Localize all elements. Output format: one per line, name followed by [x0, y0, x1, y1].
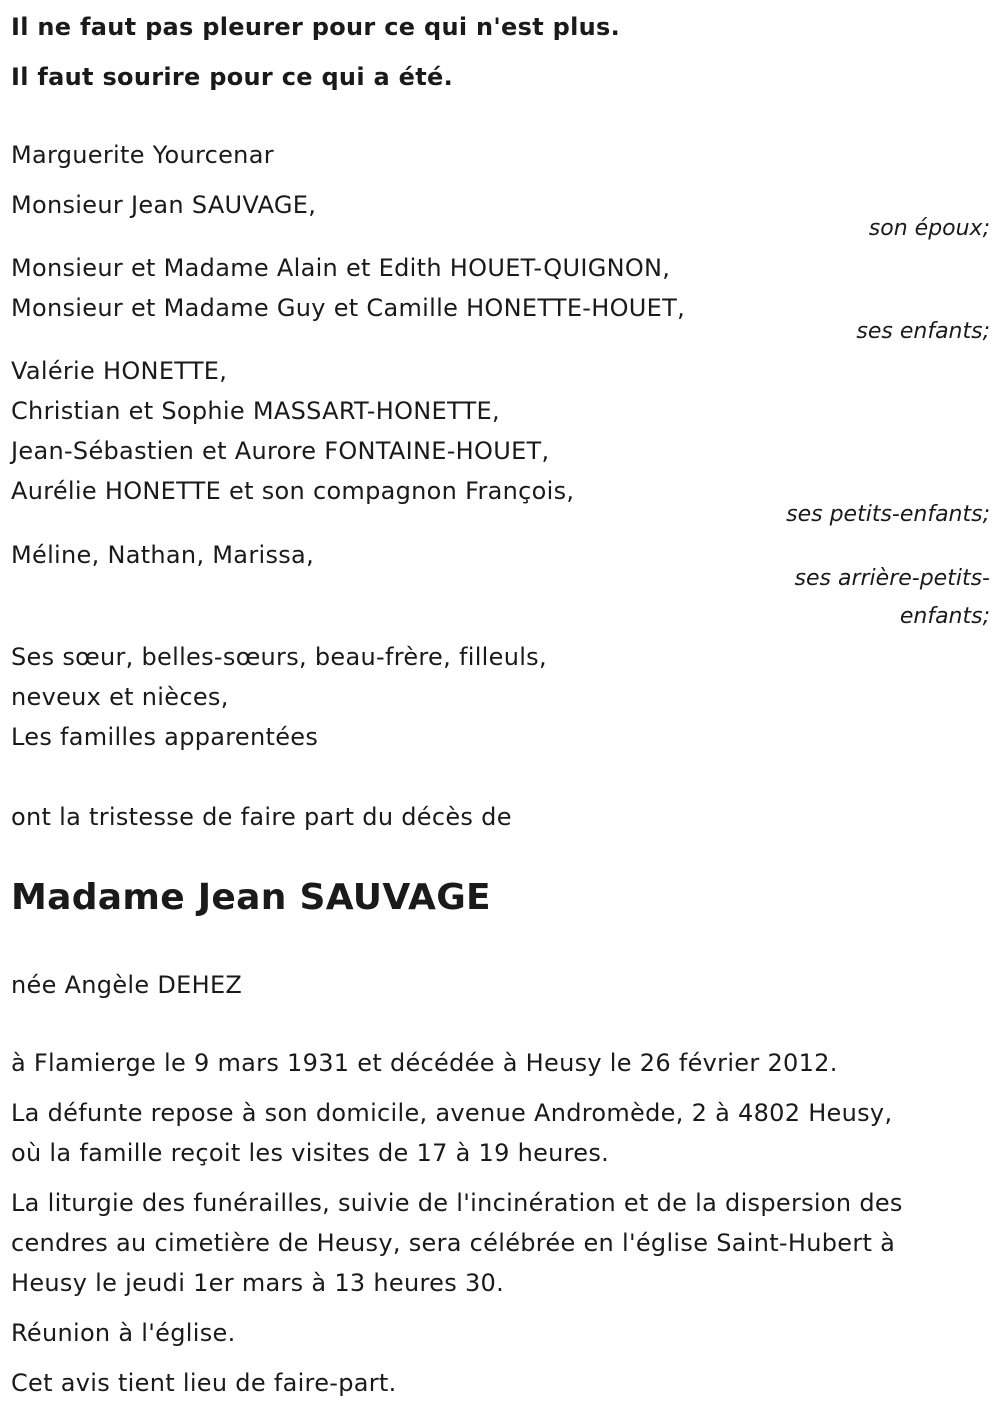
other-relatives: Les familles apparentées [11, 723, 319, 751]
grandchild-name: Aurélie HONETTE et son compagnon François, [11, 477, 575, 505]
great-grandchildren-names: Méline, Nathan, Marissa, [11, 541, 314, 569]
detail-visit: La défunte repose à son domicile, avenue Andromède, 2 à 4802 Heusy, [11, 1099, 893, 1127]
children-role: ses enfants; [856, 319, 990, 344]
great-grandchildren-role-line-1: ses arrière-petits- [794, 566, 990, 591]
deceased-dates: à Flamierge le 9 mars 1931 et décédée à Heusy le 26 février 2012. [11, 1049, 838, 1077]
quote-line-1: Il ne faut pas pleurer pour ce qui n'est plus. [11, 13, 621, 41]
spouse-name: Monsieur Jean SAUVAGE, [11, 191, 317, 219]
deceased-born-name: née Angèle DEHEZ [11, 971, 243, 999]
detail-notice: Cet avis tient lieu de faire-part. [11, 1369, 397, 1397]
quote-author: Marguerite Yourcenar [11, 141, 274, 169]
grandchild-name: Jean-Sébastien et Aurore FONTAINE-HOUET, [11, 437, 550, 465]
grandchildren-role: ses petits-enfants; [786, 502, 990, 527]
announcement: ont la tristesse de faire part du décès de [11, 803, 512, 831]
quote-line-2: Il faut sourire pour ce qui a été. [11, 63, 454, 91]
detail-funeral: Heusy le jeudi 1er mars à 13 heures 30. [11, 1269, 505, 1297]
detail-visit: où la famille reçoit les visites de 17 à 19 heures. [11, 1139, 610, 1167]
grandchild-name: Christian et Sophie MASSART-HONETTE, [11, 397, 500, 425]
detail-funeral: La liturgie des funérailles, suivie de l'incinération et de la dispersion des [11, 1189, 903, 1217]
deceased-name: Madame Jean SAUVAGE [11, 877, 491, 918]
spouse-role: son époux; [868, 216, 990, 241]
child-name: Monsieur et Madame Alain et Edith HOUET-QUIGNON, [11, 254, 671, 282]
grandchild-name: Valérie HONETTE, [11, 357, 228, 385]
detail-meeting: Réunion à l'église. [11, 1319, 236, 1347]
other-relatives: Ses sœur, belles-sœurs, beau-frère, filleuls, [11, 643, 547, 671]
detail-funeral: cendres au cimetière de Heusy, sera célébrée en l'église Saint-Hubert à [11, 1229, 896, 1257]
great-grandchildren-role-line-2: enfants; [899, 604, 990, 629]
child-name: Monsieur et Madame Guy et Camille HONETTE-HOUET, [11, 294, 686, 322]
other-relatives: neveux et nièces, [11, 683, 229, 711]
